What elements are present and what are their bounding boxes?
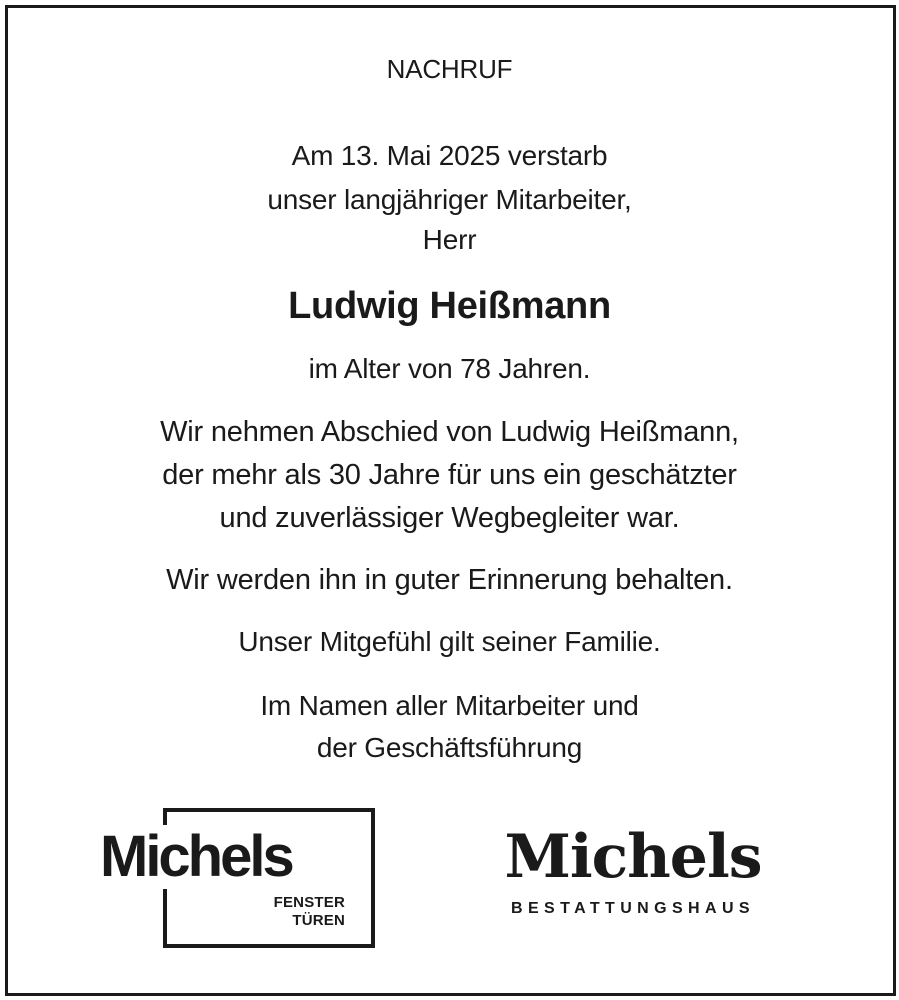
farewell-line-1: Wir nehmen Abschied von Ludwig Heißmann, (160, 416, 739, 448)
logo-fenster-label: FENSTER (273, 894, 345, 911)
signature-line-1: Im Namen aller Mitarbeiter und (260, 690, 639, 721)
deceased-name: Ludwig Heißmann (288, 285, 611, 327)
sympathy-line: Unser Mitgefühl gilt seiner Familie. (238, 626, 661, 657)
farewell-line-3: und zuverlässiger Wegbegleiter war. (219, 502, 680, 534)
michels-fenster-logo (100, 808, 375, 948)
michels-bestattungshaus-logo (468, 822, 798, 922)
intro-line-1: Am 13. Mai 2025 verstarb (291, 140, 608, 171)
farewell-line-2: der mehr als 30 Jahre für uns ein geschätzter (162, 459, 737, 491)
memory-line: Wir werden ihn in guter Erinnerung behalten. (166, 564, 733, 596)
notice-heading: NACHRUF (386, 54, 513, 84)
intro-line-2: unser langjähriger Mitarbeiter, (267, 184, 632, 215)
logo-bestattungshaus-label: BESTATTUNGSHAUS (511, 900, 755, 917)
logo-tueren-label: TÜREN (292, 912, 345, 929)
logo-wordmark: Michels (504, 822, 762, 892)
logo-wordmark: Michels (100, 824, 292, 889)
signature-line-2: der Geschäftsführung (316, 732, 583, 763)
intro-line-3: Herr (422, 224, 477, 255)
age-line: im Alter von 78 Jahren. (308, 353, 591, 384)
